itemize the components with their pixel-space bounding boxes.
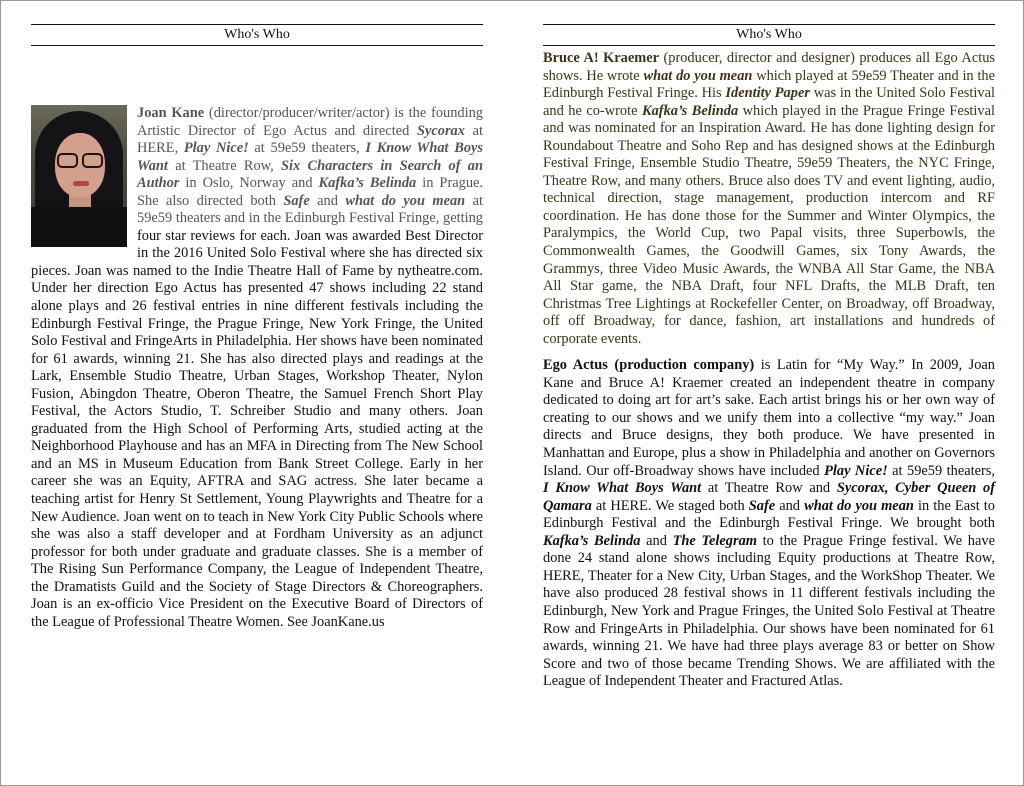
bio-lead xyxy=(137,105,483,226)
show-title: Safe xyxy=(283,192,310,209)
show-title: Kafka’s Belinda xyxy=(543,532,641,549)
bio-text: in Oslo, Norway and xyxy=(179,175,319,192)
show-title: Identity Paper xyxy=(725,85,810,102)
right-page-body xyxy=(543,50,995,691)
bio-text: at Theatre Row, xyxy=(167,157,282,174)
show-title: Play Nice! xyxy=(824,462,888,479)
bio-name: Joan Kane xyxy=(137,105,205,121)
bio-text: and xyxy=(640,532,673,549)
bio-text: and xyxy=(309,192,346,209)
show-title: Kafka’s Belinda xyxy=(318,175,417,192)
bio-text: which played in the Prague Fringe Festival and was nominated for an Inspiration Award. He has done lighting design for Roundabout Theatre and Soho Rep and has designed shows at the Edinburgh Festival Fringe, Ensemble Studio Theatre, 59e59 Theaters, the NYC Fringe, Theatre Row, and many others. Bruce also does TV and event lighting, audio, technical direction, stage management, production intercom and RF coordination. He has done those for the Summer and Winter Olympics, the Paralympics, the World Cup, two Papal visits, three Superbowls, the Commonwealth Games, the Goodwill Games, six Tony Awards, the Grammys, three Video Music Awards, the WNBA All Star Game, the NBA All Star game, the NBA Draft, four NFL Drafts, the MLB Draft, ten Christmas Tree Lightings at Rockefeller Center, on Broadway, off Broadway, off off Broadway, for dance, fashion, art installations and hundreds of corporate events. xyxy=(543,102,995,347)
page-header: Who's Who xyxy=(543,24,995,46)
joan-kane-photo xyxy=(31,105,127,247)
bio-text: is Latin for “My Way.” In 2009, Joan Kane and Bruce A! Kraemer created an independent theatre in company dedicated to doing art for art’s sake. Each artist brings his or her own way of creating to our shows and we unify them into a collective “my way.” Joan directs and Bruce designs, they both produce. We have presented in Manhattan and Europe, plus a show in Philadelphia and another on Governors Island. Our off-Broadway shows have included xyxy=(543,357,995,479)
bio-text: and xyxy=(775,497,805,514)
bio-text: at HERE. We staged both xyxy=(591,497,749,514)
show-title: what do you mean xyxy=(643,67,753,84)
bio-text: at Theatre Row and xyxy=(701,480,837,497)
bio-text: was in the United Solo Festival and he co-wrote xyxy=(543,85,995,119)
bio-text: four star reviews for each. Joan was awarded Best Director in the 2016 United Solo Festival where she has directed six pieces. Joan was named to the Indie Theatre Hall of Fame by nytheatre.com. Under her direction Ego Actus has presented 47 shows including 22 stand alone plays and 26 festival entries in nine different festivals including the Edinburgh Festival Fringe, the Prague Fringe, New York Fringe, the United Solo Festival and FringeArts in Philadelphia. Her shows have been nominated for 61 awards, winning 21. She has also directed plays and readings at the Lark, Ensemble Studio Theatre, Urban Stages, Workshop Theater, Nylon Fusion, Abingdon Theatre, Oberon Theatre, the Samuel French Short Play Festival, the Actors Studio, T. Schreiber Studio and many others. Joan graduated from the High School of Performing Arts, studied acting at the Neighborhood Playhouse and has an MFA in Directing from The New School and an MS in Museum Education from Bank Street College. Early in her career she was an Equity, AFTRA and SAG actress. She later became a teaching artist for Henry St Settlement, Young Playwrights and Theatre for a New Audience. Joan went on to teach in New York City Public Schools where she was also a staff developer and at Fordham University as an adjunct professor for both under graduate and graduate classes. She is a member of The Rising Sun Performance Company, the League of Independent Theatre, the Dramatists Guild and the Society of Stage Directors & Choreographers. Joan is an ex-officio Vice President on the Executive Board of Directors of the League of Professional Theatre Women. See JoanKane.us xyxy=(31,227,483,630)
show-title: Sycorax xyxy=(416,122,465,139)
bio-text: at 59e59 theaters and in the Edinburgh Festival Fringe, getting xyxy=(137,192,483,227)
bio-text: (producer, director and designer) produces all Ego Actus shows. He wrote xyxy=(543,50,995,84)
bio-text: to the Prague Fringe festival. We have done 24 stand alone shows including Equity productions at Theatre Row, HERE, Theater for a New City, Urban Stages, and the WorkShop Theater. We have also produced 28 festival shows in 11 different festivals including the Edinburgh, New York and Prague Fringes, the United Solo Festival at Theatre Row and FringeArts in Philadelphia. Our shows have been nominated for 61 awards, winning 21. We have had three plays average 83 or better on Show Score and two of those became Trending Shows. We are affiliated with the League of Independent Theater and Fractured Atlas. xyxy=(543,532,995,690)
page-header: Who's Who xyxy=(31,24,483,46)
show-title: Safe xyxy=(748,497,776,514)
bio-text: at 59e59 theaters, xyxy=(248,140,366,157)
show-title: what do you mean xyxy=(345,192,466,209)
show-title: Six Characters in Search of an Author xyxy=(137,157,483,192)
show-title: Sycorax, Cyber Queen of Qamara xyxy=(543,480,995,514)
show-title: The Telegram xyxy=(672,532,757,549)
bio-text: at HERE, xyxy=(137,122,484,157)
show-title: Kafka’s Belinda xyxy=(641,102,739,119)
show-title: Play Nice! xyxy=(183,140,249,157)
bio-name: Bruce A! Kraemer xyxy=(543,50,659,66)
left-page xyxy=(31,1,483,785)
bio-text: at 59e59 theaters, xyxy=(887,462,995,479)
show-title: what do you mean xyxy=(804,497,914,514)
bio-text: in Prague. She also directed both xyxy=(137,175,483,209)
show-title: I Know What Boys Want xyxy=(137,140,484,174)
bio-name: Ego Actus (production company) xyxy=(543,357,755,374)
show-title: I Know What Boys Want xyxy=(543,480,702,497)
joan-kane-bio xyxy=(31,105,483,631)
right-page xyxy=(543,1,995,785)
bio-text: in the East to Edinburgh Festival and the Edinburgh Festival Fringe. We brought both xyxy=(543,497,995,532)
bruce-kraemer-bio xyxy=(543,50,995,348)
bio-text: (director/producer/writer/actor) is the founding Artistic Director of Ego Actus and directed xyxy=(137,105,483,139)
ego-actus-bio xyxy=(543,357,995,690)
bio-text: which played at 59e59 Theater and in the Edinburgh Festival Fringe. His xyxy=(543,67,995,102)
